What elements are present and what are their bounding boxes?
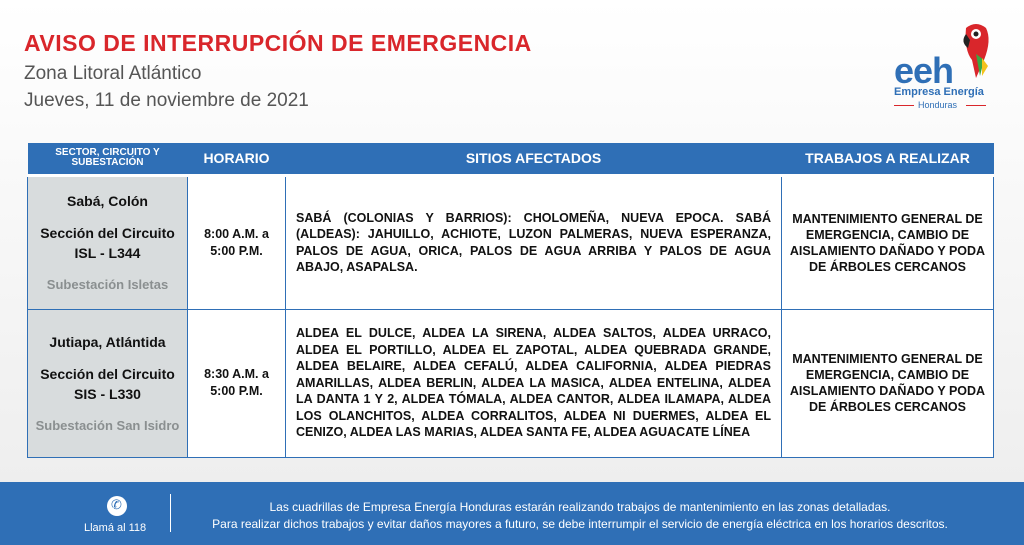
parrot-icon <box>946 20 994 80</box>
hours-end: 5:00 P.M. <box>210 243 263 258</box>
footer-line-2: Para realizar dichos trabajos y evitar daños mayores a futuro, se debe interrumpir el servicio de energía eléctrica en los horarios descritos. <box>212 517 948 531</box>
circuit-section <box>32 223 183 263</box>
eeh-logo <box>894 20 994 110</box>
logo-wordmark: eeh <box>894 50 954 91</box>
zone-subtitle: Zona Litoral Atlántico <box>24 63 202 84</box>
hours-cell <box>188 175 286 309</box>
col-horario: HORARIO <box>188 143 286 175</box>
circuit-label: Sección del Circuito <box>40 225 175 241</box>
hours-start: 8:30 A.M. a <box>204 367 269 381</box>
circuit-section <box>32 364 183 404</box>
hours-cell <box>188 309 286 457</box>
substation-name: Subestación San Isidro <box>35 417 180 433</box>
outage-table <box>27 143 994 458</box>
header <box>24 30 532 112</box>
circuit-code: SIS - L330 <box>74 385 141 402</box>
phone-icon[interactable]: ✆ <box>107 496 127 516</box>
sites-cell: ALDEA EL DULCE, ALDEA LA SIRENA, ALDEA SALTOS, ALDEA URRACO, ALDEA EL PORTILLO, ALDEA EL ZAPOTAL, ALDEA QUEBRADA GRANDE, ALDEA BELAIRE, ALDEA CEFALÚ, ALDEA CALIFORNIA, ALDEA PIEDRAS AMARILLAS, ALDEA BERLIN, ALDEA LA MASICA, ALDEA ENTELINA, ALDEA LA DANTA 1 Y 2, ALDEA TÓMALA, ALDEA CANTOR, ALDEA ILAMAPA, ALDEA LOS OLANCHITOS, ALDEA CORRALITOS, ALDEA NI DUERMES, ALDEA EL CENIZO, ALDEA LAS MARIAS, ALDEA SANTA FE, ALDEA AGUACATE LÍNEA <box>286 309 782 457</box>
sector-cell <box>28 309 188 457</box>
works-cell: MANTENIMIENTO GENERAL DE EMERGENCIA, CAMBIO DE AISLAMIENTO DAÑADO Y PODA DE ÁRBOLES CERCANOS <box>782 309 994 457</box>
hours-end: 5:00 P.M. <box>210 384 263 398</box>
table-row <box>28 175 994 309</box>
sector-cell <box>28 175 188 309</box>
logo-company-name: Empresa Energía <box>894 86 984 98</box>
footer-divider <box>170 494 171 532</box>
table-header-row <box>28 143 994 175</box>
table-row <box>28 309 994 457</box>
col-sector: SECTOR, CIRCUITO Y SUBESTACIÓN <box>28 143 188 175</box>
sector-place: Jutiapa, Atlántida <box>49 333 166 350</box>
circuit-label: Sección del Circuito <box>40 365 175 382</box>
col-trabajos: TRABAJOS A REALIZAR <box>782 143 994 175</box>
circuit-code: ISL - L344 <box>74 245 141 261</box>
sites-cell: SABÁ (COLONIAS Y BARRIOS): CHOLOMEÑA, NUEVA EPOCA. SABÁ (ALDEAS): JAHUILLO, ACHIOTE, LUZON PALMERAS, NUEVA ESPERANZA, PALOS DE AGUA, ORICA, PALOS DE AGUA ARRIBA Y PALOS DE AGUA ABAJO, ASAPALSA. <box>286 175 782 309</box>
call-number[interactable]: Llamá al 118 <box>84 522 147 534</box>
col-sitios: SITIOS AFECTADOS <box>286 143 782 175</box>
footer-bar <box>0 482 1024 545</box>
footer-note <box>180 499 980 533</box>
works-cell: MANTENIMIENTO GENERAL DE EMERGENCIA, CAMBIO DE AISLAMIENTO DAÑADO Y PODA DE ÁRBOLES CERCANOS <box>782 175 994 309</box>
substation-name: Subestación Isletas <box>46 277 169 292</box>
footer-line-1: Las cuadrillas de Empresa Energía Honduras estarán realizando trabajos de mantenimiento en las zonas detalladas. <box>269 500 891 514</box>
logo-divider-left <box>894 105 914 106</box>
notice-title: AVISO DE INTERRUPCIÓN DE EMERGENCIA <box>24 30 532 56</box>
logo-country: Honduras <box>918 100 958 110</box>
logo-divider-right <box>966 105 986 106</box>
sector-place: Sabá, Colón <box>67 193 148 209</box>
notice-date: Jueves, 11 de noviembre de 2021 <box>24 90 309 111</box>
hours-start: 8:00 A.M. a <box>204 226 269 241</box>
